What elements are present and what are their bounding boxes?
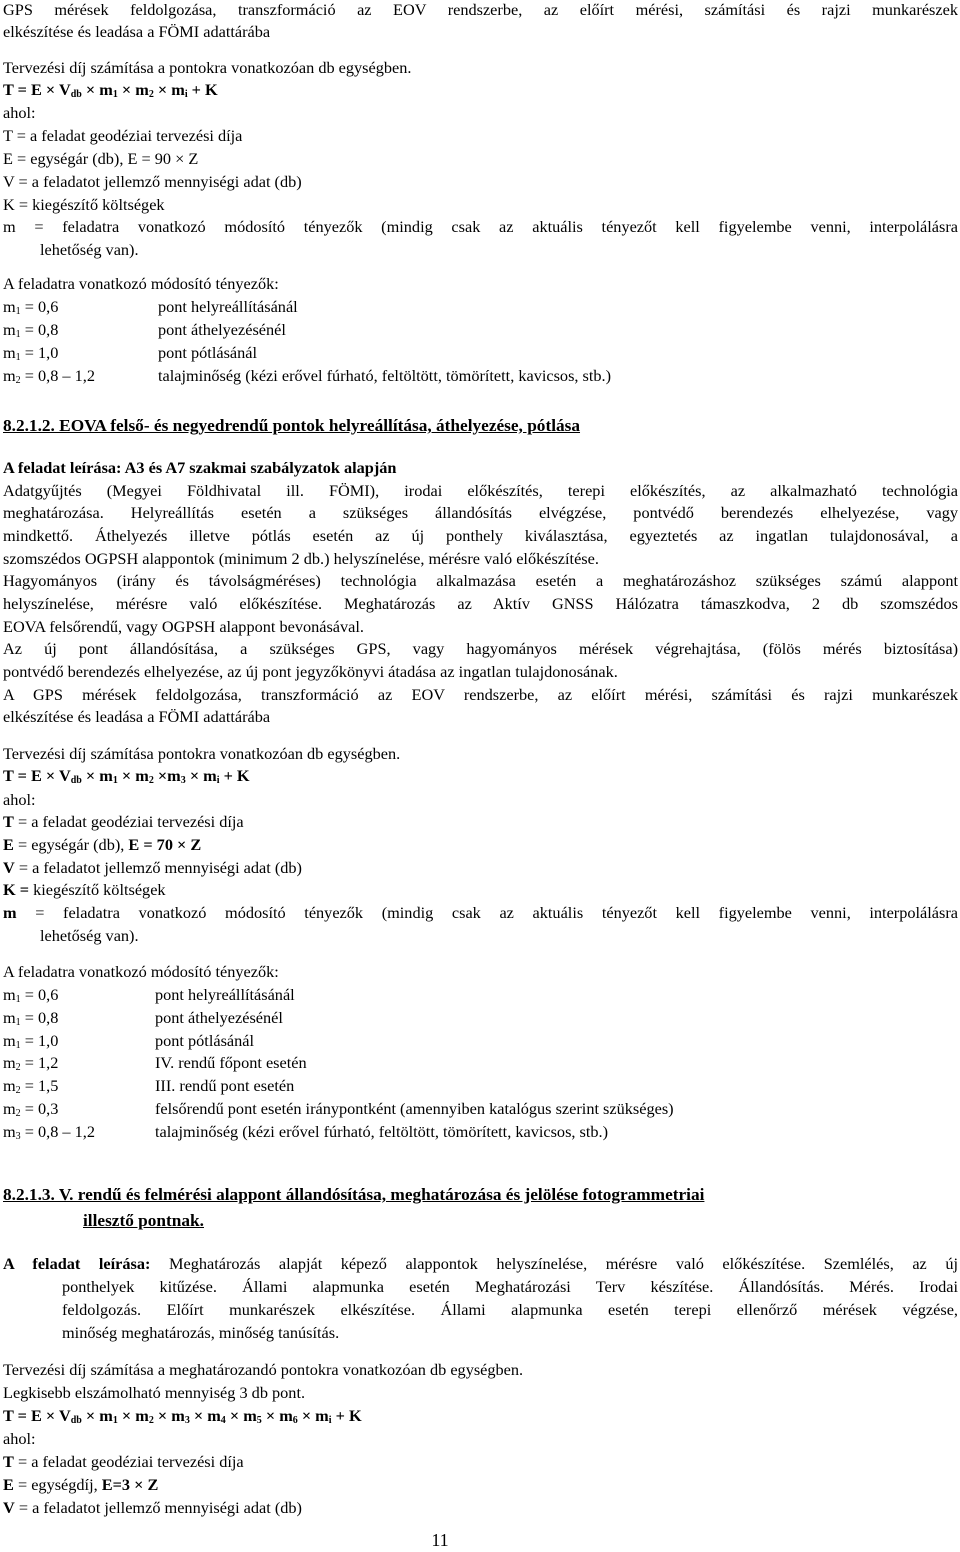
ahol-label: ahol: xyxy=(3,103,36,122)
paragraph-line: meghatározása. Helyreállítás esetén a szükséges állandósítás elvégzése, pontvédő berendezés elhelyezése, vagy xyxy=(3,503,958,522)
definition-V: V = a feladatot jellemző mennyiségi adat (db) xyxy=(3,1498,302,1517)
definition-T: T = a feladat geodéziai tervezési díja xyxy=(3,126,243,145)
ahol-label: ahol: xyxy=(3,1429,36,1448)
definition-m: m = feladatra vonatkozó módosító tényezők (mindig csak az aktuális tényezőt kell figyelembe venni, interpolálásra xyxy=(3,217,958,236)
paragraph-line: Az új pont állandósítása, a szükséges GPS, vagy hagyományos mérések végrehajtása, (fölös mérés biztosítása) xyxy=(3,639,958,658)
section-heading-cont: illesztő pontnak. xyxy=(83,1211,204,1230)
fee-intro: Tervezési díj számítása a pontokra vonatkozóan db egységben. xyxy=(3,58,412,77)
fee-intro: Tervezési díj számítása a meghatározandó pontokra vonatkozóan db egységben. xyxy=(3,1360,524,1379)
factor-row: $m_3 = 0,8 - 1,2$ talajminőség (kézi erővel fúrható, feltöltött, tömörített, kavicsos, stb.) xyxy=(3,1122,609,1142)
paragraph-line: A GPS mérések feldolgozása, transzformáció az EOV rendszerbe, az előírt mérési, számítási és rajzi munkarészek xyxy=(3,685,958,704)
definition-E: E = egységár (db), E = 70 × Z xyxy=(3,835,202,854)
definition-V: V = a feladatot jellemző mennyiségi adat (db) xyxy=(3,172,302,191)
factor-row: $m_2 = 0,3$ felsőrendű pont esetén iránypontként (amennyiben katalógus szerint szükséges) xyxy=(3,1099,674,1119)
fee-formula: $T = E \times V_{db} \times m_1 \times m_2 \times m_i + K$ xyxy=(3,80,218,100)
task-description-line: minőség meghatározás, minőség tanúsítás. xyxy=(62,1323,340,1342)
factor-row: $m_1 = 0,8$ pont áthelyezésénél xyxy=(3,320,286,340)
paragraph-line: elkészítése és leadása a FÖMI adattárába xyxy=(3,707,271,726)
factor-row: $m_2 = 1,2$ IV. rendű főpont esetén xyxy=(3,1053,307,1073)
fee-formula: $T = E \times V_{db} \times m_1 \times m_2 \times m_3 \times m_i + K$ xyxy=(3,766,250,786)
factor-row: $m_1 = 1,0$ pont pótlásánál xyxy=(3,1031,255,1051)
factor-row: $m_2 = 0,8 - 1,2$ talajminőség (kézi erővel fúrható, feltöltött, tömörített, kavicsos, stb.) xyxy=(3,366,612,386)
paragraph-line: GPS mérések feldolgozása, transzformáció az EOV rendszerbe, az előírt mérési, számítási és rajzi munkarészek xyxy=(3,0,958,19)
factor-row: $m_1 = 0,6$ pont helyreállításánál xyxy=(3,297,298,317)
section-heading: 8.2.1.3. V. rendű és felmérési alappont állandósítása, meghatározása és jelölése fotogrammetriai xyxy=(3,1185,705,1204)
factor-row: $m_2 = 1,5$ III. rendű pont esetén xyxy=(3,1076,295,1096)
paragraph-line: mindkettő. Áthelyezés illetve pótlás esetén az új ponthely kiválasztása, egyeztetés az ingatlan tulajdonosával, a xyxy=(3,526,958,545)
paragraph-line: elkészítése és leadása a FÖMI adattárába xyxy=(3,22,271,41)
paragraph-line: EOVA felsőrendű, vagy OGPSH alappont bevonásával. xyxy=(3,617,364,636)
factor-row: $m_1 = 1,0$ pont pótlásánál xyxy=(3,343,258,363)
task-description: A feladat leírása: Meghatározás alapját képező alappontok helyszínelése, mérésre való előkészítése. Szemlélés, az új xyxy=(3,1254,959,1273)
paragraph-line: helyszínelése, mérésre való előkészítése. Meghatározás az Aktív GNSS Hálózatra támaszkodva, 2 db szomszédos xyxy=(3,594,958,613)
definition-E: E = egységdíj, E=3 × Z xyxy=(3,1475,159,1494)
definition-E: E = egységár (db), E = 90 × Z xyxy=(3,149,199,168)
definition-m-cont: lehetőség van). xyxy=(40,926,139,945)
definition-T: T = a feladat geodéziai tervezési díja xyxy=(3,1452,244,1471)
task-description-line: feldolgozás. Előírt munkarészek elkészítése. Állami alapmunka esetén terepi ellenőrző mérések végzése, xyxy=(62,1300,958,1319)
definition-V: V = a feladatot jellemző mennyiségi adat (db) xyxy=(3,858,302,877)
factor-row: $m_1 = 0,8$ pont áthelyezésénél xyxy=(3,1008,283,1028)
factors-title: A feladatra vonatkozó módosító tényezők: xyxy=(3,962,279,981)
factor-row: $m_1 = 0,6$ pont helyreállításánál xyxy=(3,985,295,1005)
task-description-title: A feladat leírása: A3 és A7 szakmai szabályzatok alapján xyxy=(3,458,397,477)
paragraph-line: Adatgyűjtés (Megyei Földhivatal ill. FÖMI), irodai előkészítés, terepi előkészítés, az alkalmazható technológia xyxy=(3,481,958,500)
definition-K: K = kiegészítő költségek xyxy=(3,195,165,214)
definition-m: m = feladatra vonatkozó módosító tényezők (mindig csak az aktuális tényezőt kell figyelembe venni, interpolálásra xyxy=(3,903,958,922)
paragraph-line: szomszédos OGPSH alappontok (minimum 2 db.) helyszínelése, mérésre való előkészítése. xyxy=(3,549,599,568)
minimum-quantity: Legkisebb elszámolható mennyiség 3 db pont. xyxy=(3,1383,306,1402)
fee-intro: Tervezési díj számítása pontokra vonatkozóan db egységben. xyxy=(3,744,401,763)
definition-K: K = kiegészítő költségek xyxy=(3,880,166,899)
definition-T: T = a feladat geodéziai tervezési díja xyxy=(3,812,244,831)
paragraph-line: Hagyományos (irány és távolságméréses) technológia alkalmazása esetén a meghatározáshoz szükséges számú alappont xyxy=(3,571,958,590)
section-heading: 8.2.1.2. EOVA felső- és negyedrendű pontok helyreállítása, áthelyezése, pótlása xyxy=(3,416,581,435)
fee-formula: $T = E \times V_{db} \times m_1 \times m_2 \times m_3 \times m_4 \times m_5 \times m_6 \times m_i + K$ xyxy=(3,1406,362,1426)
definition-m-cont: lehetőség van). xyxy=(40,240,139,259)
task-description-line: ponthelyek kitűzése. Állami alapmunka esetén Meghatározási Terv készítése. Állandósítás. Mérés. Irodai xyxy=(62,1277,958,1296)
page-number: 11 xyxy=(431,1530,449,1550)
ahol-label: ahol: xyxy=(3,790,36,809)
paragraph-line: pontvédő berendezés elhelyezése, az új pont jegyzőkönyvi átadása az ingatlan tulajdonosának. xyxy=(3,662,618,681)
factors-title: A feladatra vonatkozó módosító tényezők: xyxy=(3,274,279,293)
